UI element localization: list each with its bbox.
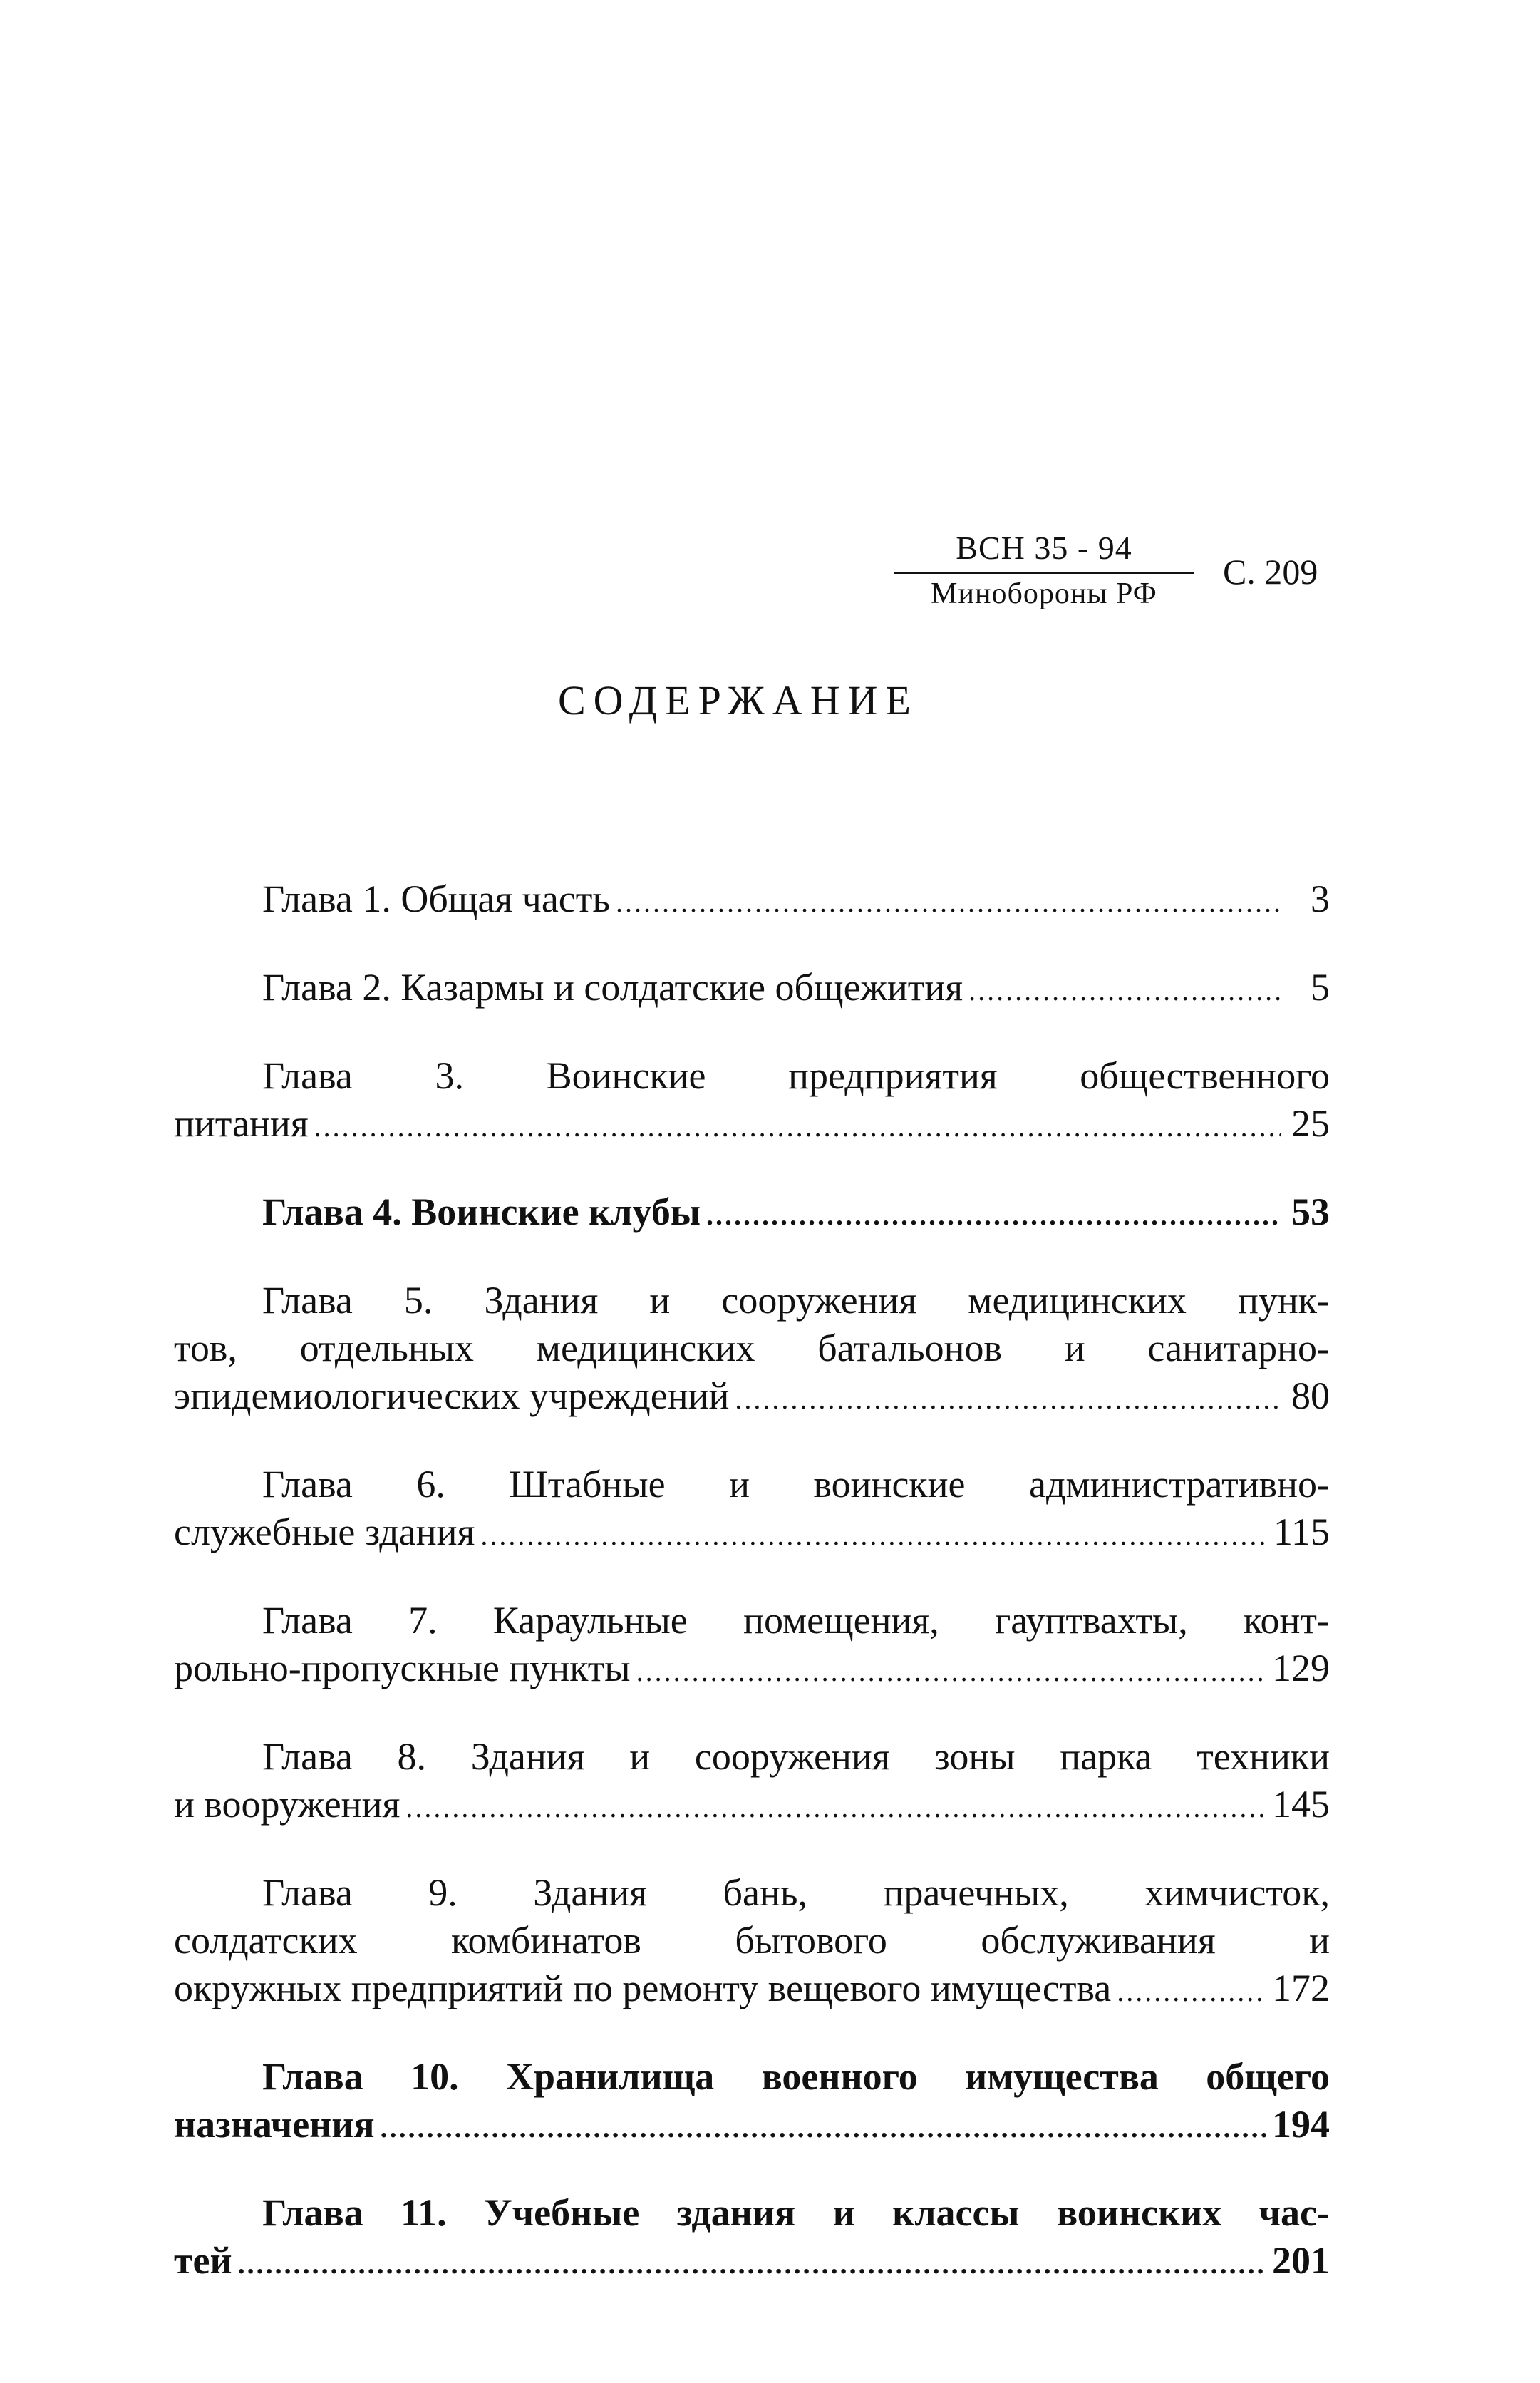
toc-entry-title-line: Глава 3. Воинские предприятия общественного xyxy=(262,1054,1330,1097)
toc-entry-title: и вооружения xyxy=(174,1783,400,1826)
leader-dots xyxy=(405,1784,1266,1831)
leader-dots xyxy=(636,1647,1266,1695)
toc-entry-title-line: Глава 5. Здания и сооружения медицинских пунк- xyxy=(262,1279,1330,1322)
toc-entry-title: Глава 4. Воинские клубы xyxy=(262,1190,701,1233)
leader-dots xyxy=(968,967,1281,1014)
toc-entry-title: рольно-пропускные пункты xyxy=(174,1647,631,1689)
toc-entry xyxy=(174,1597,1330,1695)
toc-entry-title: эпидемиологических учреждений xyxy=(174,1374,730,1417)
toc-entry xyxy=(174,1869,1330,2015)
toc-entry-page: 5 xyxy=(1311,966,1330,1009)
leader-dots xyxy=(314,1103,1281,1151)
leader-dots xyxy=(706,1191,1281,1239)
toc-entry xyxy=(174,2189,1330,2287)
toc-entry-page: 53 xyxy=(1291,1190,1330,1233)
toc-entry-page: 129 xyxy=(1272,1647,1330,1689)
toc-entry-page: 115 xyxy=(1273,1510,1330,1553)
toc-entry-title: тей xyxy=(174,2239,232,2282)
toc-entry-title: Глава 1. Общая часть xyxy=(262,877,611,920)
page-title: СОДЕРЖАНИЕ xyxy=(558,677,919,724)
toc-entry-title-line: Глава 7. Караульные помещения, гауптвахты, конт- xyxy=(262,1599,1330,1642)
table-of-contents xyxy=(174,875,1330,2287)
toc-entry-title: назначения xyxy=(174,2103,375,2146)
document-organization: Минобороны РФ xyxy=(931,577,1157,610)
toc-entry xyxy=(174,875,1330,926)
toc-entry-title-line: тов, отдельных медицинских батальонов и санитарно- xyxy=(174,1327,1330,1369)
toc-entry-page: 201 xyxy=(1272,2239,1330,2282)
toc-entry xyxy=(174,2053,1330,2151)
toc-entry xyxy=(174,1461,1330,1559)
toc-entry xyxy=(174,1052,1330,1151)
toc-entry-title-line: солдатских комбинатов бытового обслуживания и xyxy=(174,1919,1330,1962)
toc-entry-page: 80 xyxy=(1291,1374,1330,1417)
document-header xyxy=(894,529,1194,614)
leader-dots xyxy=(238,2240,1266,2287)
toc-entry-page: 172 xyxy=(1272,1967,1330,2009)
leader-dots xyxy=(735,1375,1281,1423)
toc-entry xyxy=(174,1188,1330,1239)
leader-dots xyxy=(381,2104,1266,2151)
toc-entry-page: 194 xyxy=(1272,2103,1330,2146)
toc-entry-title-line: Глава 9. Здания бань, прачечных, химчисток, xyxy=(262,1871,1330,1914)
leader-dots xyxy=(480,1511,1268,1559)
toc-entry-title: служебные здания xyxy=(174,1510,475,1553)
toc-entry-page: 145 xyxy=(1272,1783,1330,1826)
toc-entry-title-line: Глава 8. Здания и сооружения зоны парка техники xyxy=(262,1735,1330,1778)
toc-entry-title: Глава 2. Казармы и солдатские общежития xyxy=(262,966,963,1009)
page-number: С. 209 xyxy=(1223,552,1318,592)
toc-entry-title-line: Глава 6. Штабные и воинские административно- xyxy=(262,1463,1330,1506)
toc-entry-title-line: Глава 11. Учебные здания и классы воинских час- xyxy=(262,2191,1330,2234)
toc-entry xyxy=(174,1277,1330,1423)
toc-entry xyxy=(174,1733,1330,1831)
toc-entry-page: 25 xyxy=(1291,1102,1330,1145)
toc-entry-page: 3 xyxy=(1311,877,1330,920)
toc-entry-title-line: Глава 10. Хранилища военного имущества общего xyxy=(262,2055,1330,2098)
toc-entry-title: окружных предприятий по ремонту вещевого имущества xyxy=(174,1967,1112,2009)
leader-dots xyxy=(616,878,1281,926)
toc-entry-title: питания xyxy=(174,1102,309,1145)
leader-dots xyxy=(1117,1967,1266,2015)
toc-entry xyxy=(174,964,1330,1014)
document-code: ВСН 35 - 94 xyxy=(894,529,1194,574)
